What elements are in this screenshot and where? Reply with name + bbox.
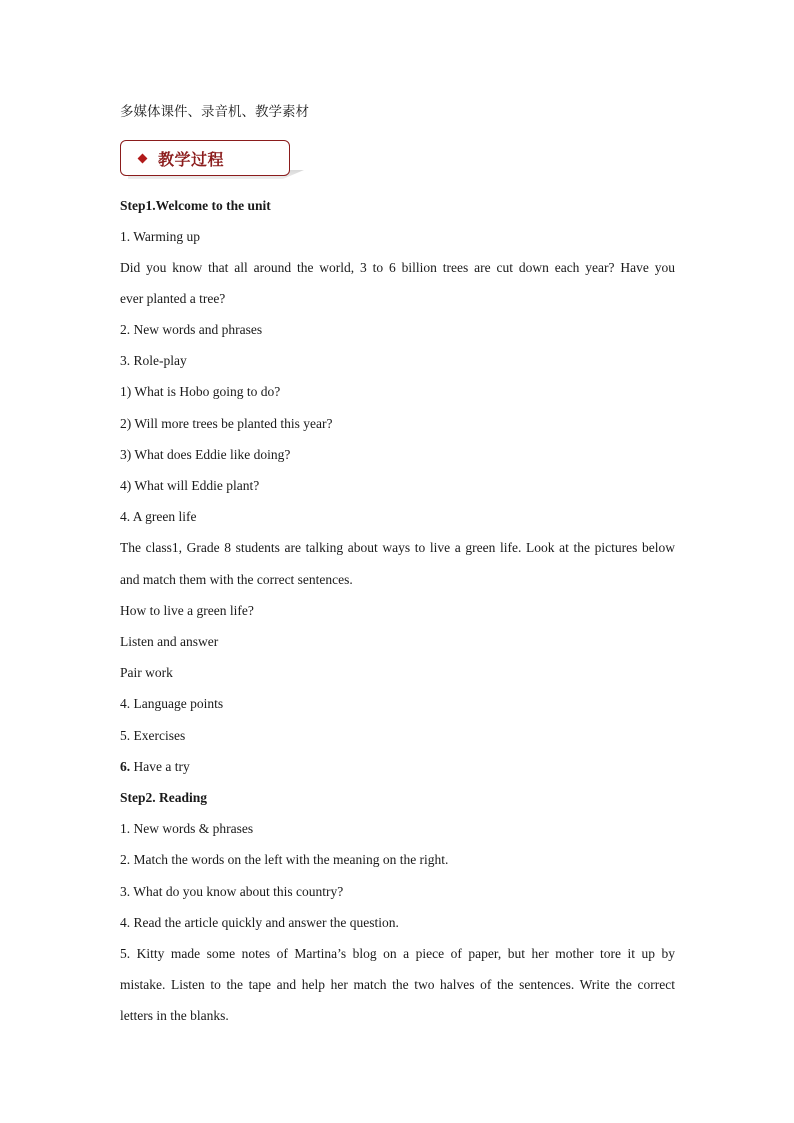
materials-line: 多媒体课件、录音机、教学素材 [120, 104, 309, 120]
reading-item: 4. Read the article quickly and answer the question. [120, 915, 399, 930]
reading-item: 1. New words & phrases [120, 821, 254, 836]
warming-text-line: Did you know that all around the world, 3 to 6 billion trees are cut down each year? Have you [120, 260, 675, 275]
kitty-text-line: mistake. Listen to the tape and help her match the two halves of the sentences. Write the correct [120, 977, 675, 992]
warming-text-line: ever planted a tree? [120, 291, 226, 306]
green-life-item: 4. A green life [120, 509, 197, 524]
pair-work-item: Pair work [120, 665, 173, 680]
green-text-line: The class1, Grade 8 students are talking about ways to live a green life. Look at the pictures below [120, 540, 675, 555]
how-to-item: How to live a green life? [120, 603, 254, 618]
question-item: 3) What does Eddie like doing? [120, 447, 291, 462]
green-text-line: and match them with the correct sentences. [120, 572, 353, 587]
question-item: 4) What will Eddie plant? [120, 478, 260, 493]
kitty-text-line: letters in the blanks. [120, 1008, 229, 1023]
warming-up-item: 1. Warming up [120, 229, 201, 244]
role-play-item: 3. Role-play [120, 353, 187, 368]
section-banner [120, 140, 306, 180]
banner-box [120, 140, 290, 176]
step2-heading: Step2. Reading [120, 790, 208, 805]
question-item: 1) What is Hobo going to do? [120, 384, 281, 399]
kitty-text-line: 5. Kitty made some notes of Martina’s blog on a piece of paper, but her mother tore it up by [120, 946, 675, 961]
language-points-item: 4. Language points [120, 696, 224, 711]
reading-item: 2. Match the words on the left with the meaning on the right. [120, 852, 449, 867]
new-words-item: 2. New words and phrases [120, 322, 263, 337]
exercises-item: 5. Exercises [120, 728, 186, 743]
listen-item: Listen and answer [120, 634, 219, 649]
have-a-try-number: 6. [120, 759, 131, 774]
section-title: 教学过程 [158, 149, 225, 169]
have-a-try-item [120, 758, 675, 776]
diamond-bullet-icon [138, 153, 148, 163]
question-item: 2) Will more trees be planted this year? [120, 416, 333, 431]
step1-heading: Step1.Welcome to the unit [120, 198, 271, 213]
reading-item: 3. What do you know about this country? [120, 884, 344, 899]
have-a-try-text: Have a try [130, 759, 190, 774]
